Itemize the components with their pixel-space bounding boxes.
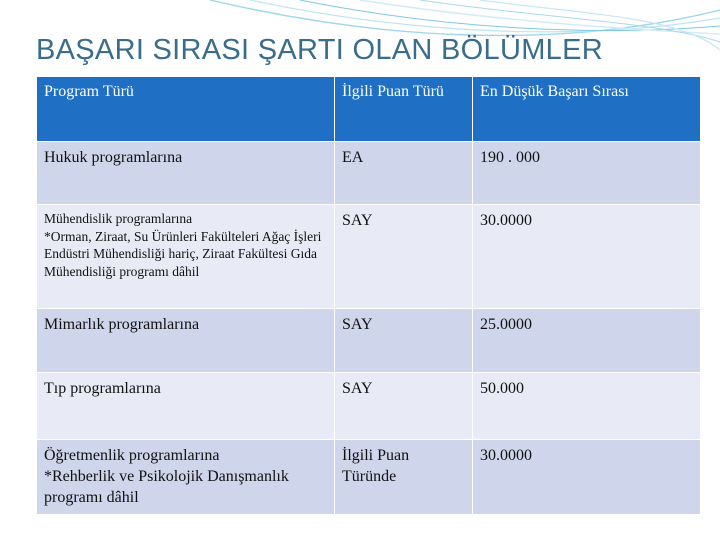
- cell-min-rank: 190 . 000: [473, 142, 701, 205]
- program-name: Öğretmenlik programlarına: [44, 447, 220, 464]
- cell-min-rank: 50.000: [473, 373, 701, 440]
- ranking-table: [36, 76, 701, 515]
- cell-score-type: EA: [335, 142, 473, 205]
- table-row: [37, 205, 701, 309]
- cell-score-type: SAY: [335, 309, 473, 373]
- program-name: Tıp programlarına: [44, 380, 161, 397]
- table-row: [37, 142, 701, 205]
- table-row: [37, 440, 701, 515]
- header-min-rank: En Düşük Başarı Sırası: [473, 77, 701, 142]
- cell-program: [37, 205, 335, 309]
- program-note: *Rehberlik ve Psikolojik Danışmanlık programı dâhil: [44, 468, 289, 506]
- table-row: [37, 373, 701, 440]
- table-row: [37, 309, 701, 373]
- program-name: Mühendislik programlarına: [44, 211, 193, 226]
- cell-program: [37, 309, 335, 373]
- table-header-row: [37, 77, 701, 142]
- header-program-type: Program Türü: [37, 77, 335, 142]
- header-score-type: İlgili Puan Türü: [335, 77, 473, 142]
- cell-score-type: SAY: [335, 373, 473, 440]
- page-title: BAŞARI SIRASI ŞARTI OLAN BÖLÜMLER: [36, 34, 603, 66]
- cell-program: [37, 440, 335, 515]
- cell-program: [37, 373, 335, 440]
- cell-min-rank: 25.0000: [473, 309, 701, 373]
- cell-score-type: SAY: [335, 205, 473, 309]
- program-note: *Orman, Ziraat, Su Ürünleri Fakülteleri Ağaç İşleri Endüstri Mühendisliği hariç, Ziraat Fakültesi Gıda Mühendisliği programı dâhil: [44, 228, 322, 279]
- cell-score-type: İlgili Puan Türünde: [335, 440, 473, 515]
- program-name: Hukuk programlarına: [44, 149, 183, 166]
- cell-min-rank: 30.0000: [473, 205, 701, 309]
- cell-program: [37, 142, 335, 205]
- program-name: Mimarlık programlarına: [44, 316, 200, 333]
- cell-min-rank: 30.0000: [473, 440, 701, 515]
